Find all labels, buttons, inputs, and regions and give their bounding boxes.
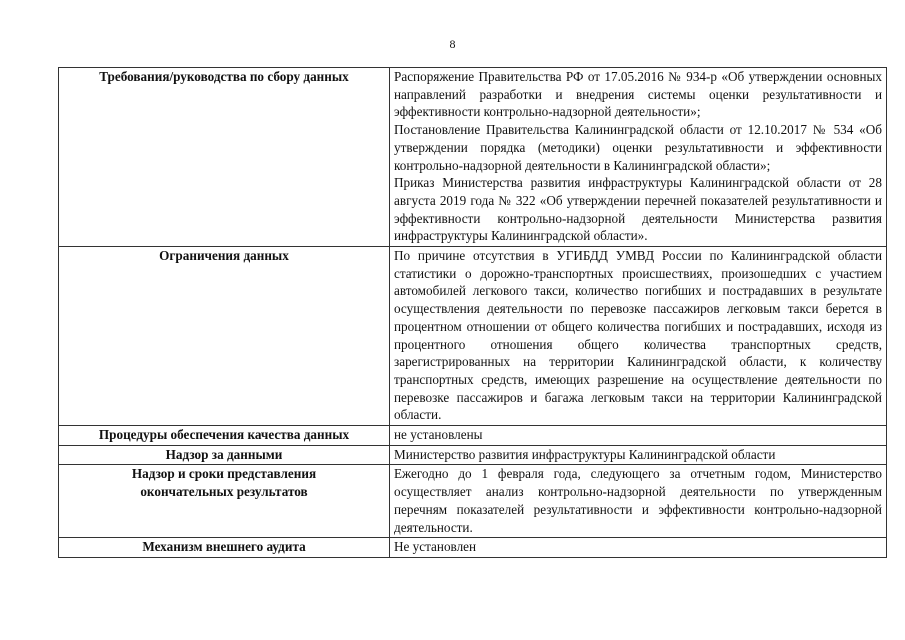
row-label-final-results-deadlines [59, 465, 390, 538]
value-paragraph: По причине отсутствия в УГИБДД УМВД России по Калининградской области статистики о дорожно-транспортных происшествиях, произошедших с участием автомобилей легкового такси, количество погибших и пострадавших в результате осуществления деятельности по перевозке пассажиров легковым такси берется в процентном отношении от общего количества погибших и пострадавших, исходя из процентного отношения общего количества транспортных средств, зарегистрированных на территории Калининградской области, к количеству транспортных средств, имеющих разрешение на осуществление деятельности по перевозке пассажиров и багажа легковым такси на территории Калининградской области. [394, 248, 882, 423]
table-row-quality-procedures [59, 426, 887, 446]
row-value-data-limitations [390, 247, 887, 426]
row-value-data-supervision [390, 445, 887, 465]
value-paragraph: Не установлен [394, 539, 477, 555]
value-paragraph: не установлены [394, 427, 483, 443]
row-value-final-results-deadlines [390, 465, 887, 538]
table-row-data-limitations [59, 247, 887, 426]
value-paragraph: Министерство развития инфраструктуры Калининградской области [394, 446, 776, 462]
value-paragraph: Распоряжение Правительства РФ от 17.05.2016 № 934-р «Об утверждении основных направлений разработки и внедрения системы оценки результативности и эффективности контрольно-надзорной деятельности»; [394, 69, 882, 120]
row-value-quality-procedures [390, 426, 887, 446]
page-number: 8 [449, 37, 456, 51]
metadata-table [58, 67, 887, 558]
row-label-data-limitations: Ограничения данных [59, 247, 390, 426]
value-paragraph: Приказ Министерства развития инфраструктуры Калининградской области от 28 августа 2019 года № 322 «Об утверждении перечней показателей результативности и эффективности контрольно-надзорной деятельности Министерства развития инфраструктуры Калининградской области». [394, 175, 882, 244]
table-row-data-supervision [59, 445, 887, 465]
row-label-quality-procedures: Процедуры обеспечения качества данных [59, 426, 390, 446]
row-value-external-audit [390, 538, 887, 558]
value-paragraph: Постановление Правительства Калининградской области от 12.10.2017 № 534 «Об утверждении порядка (методики) оценки результативности и эффективности контрольно-надзорной деятельности в Калининградской области»; [394, 122, 882, 173]
table-row-collection-requirements [59, 68, 887, 247]
row-label-line: Надзор и сроки представления [131, 466, 317, 482]
row-value-collection-requirements [390, 68, 887, 247]
row-label-line: окончательных результатов [140, 484, 308, 500]
table-row-final-results-deadlines [59, 465, 887, 538]
value-paragraph: Ежегодно до 1 февраля года, следующего за отчетным годом, Министерство осуществляет анализ контрольно-надзорной деятельности по утвержденным перечням показателей результативности и эффективности контрольно-надзорной деятельности. [394, 466, 882, 535]
row-label-external-audit: Механизм внешнего аудита [59, 538, 390, 558]
table-row-external-audit [59, 538, 887, 558]
row-label-data-supervision: Надзор за данными [59, 445, 390, 465]
row-label-collection-requirements: Требования/руководства по сбору данных [59, 68, 390, 247]
